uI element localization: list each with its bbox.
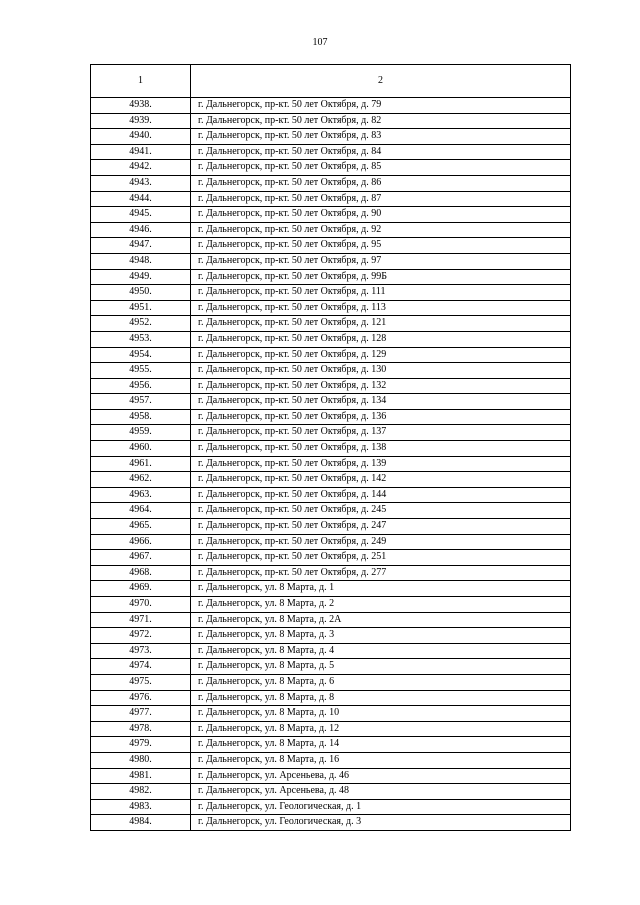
table-row (91, 441, 571, 457)
row-address: г. Дальнегорск, пр-кт. 50 лет Октября, д. 128 (191, 331, 571, 347)
row-address: г. Дальнегорск, пр-кт. 50 лет Октября, д. 277 (191, 565, 571, 581)
row-address: г. Дальнегорск, пр-кт. 50 лет Октября, д. 111 (191, 285, 571, 301)
column-header-number: 1 (91, 65, 191, 98)
row-number: 4966. (91, 534, 191, 550)
row-number: 4971. (91, 612, 191, 628)
row-address: г. Дальнегорск, пр-кт. 50 лет Октября, д. 144 (191, 487, 571, 503)
row-number: 4942. (91, 160, 191, 176)
row-address: г. Дальнегорск, ул. Геологическая, д. 1 (191, 799, 571, 815)
table-row (91, 534, 571, 550)
row-number: 4950. (91, 285, 191, 301)
table-row (91, 363, 571, 379)
row-number: 4955. (91, 363, 191, 379)
row-number: 4982. (91, 784, 191, 800)
row-number: 4946. (91, 222, 191, 238)
row-number: 4951. (91, 300, 191, 316)
table-row (91, 316, 571, 332)
row-address: г. Дальнегорск, пр-кт. 50 лет Октября, д. 86 (191, 175, 571, 191)
row-address: г. Дальнегорск, пр-кт. 50 лет Октября, д. 138 (191, 441, 571, 457)
table-row (91, 503, 571, 519)
row-address: г. Дальнегорск, ул. 8 Марта, д. 4 (191, 643, 571, 659)
table-row (91, 425, 571, 441)
table-row (91, 394, 571, 410)
table-row (91, 628, 571, 644)
table-row (91, 160, 571, 176)
table-row (91, 456, 571, 472)
row-number: 4974. (91, 659, 191, 675)
row-number: 4945. (91, 207, 191, 223)
table-row (91, 98, 571, 114)
row-address: г. Дальнегорск, пр-кт. 50 лет Октября, д. 121 (191, 316, 571, 332)
table-row (91, 238, 571, 254)
table-row (91, 487, 571, 503)
row-address: г. Дальнегорск, пр-кт. 50 лет Октября, д. 95 (191, 238, 571, 254)
row-address: г. Дальнегорск, пр-кт. 50 лет Октября, д. 132 (191, 378, 571, 394)
row-number: 4952. (91, 316, 191, 332)
row-number: 4958. (91, 409, 191, 425)
row-address: г. Дальнегорск, пр-кт. 50 лет Октября, д. 84 (191, 144, 571, 160)
row-number: 4970. (91, 597, 191, 613)
table-row (91, 285, 571, 301)
table-row (91, 472, 571, 488)
table-row (91, 191, 571, 207)
row-address: г. Дальнегорск, пр-кт. 50 лет Октября, д. 249 (191, 534, 571, 550)
row-address: г. Дальнегорск, пр-кт. 50 лет Октября, д. 97 (191, 253, 571, 269)
table-row (91, 129, 571, 145)
row-address: г. Дальнегорск, ул. 8 Марта, д. 14 (191, 737, 571, 753)
row-address: г. Дальнегорск, ул. 8 Марта, д. 2А (191, 612, 571, 628)
row-address: г. Дальнегорск, пр-кт. 50 лет Октября, д. 82 (191, 113, 571, 129)
row-address: г. Дальнегорск, пр-кт. 50 лет Октября, д. 129 (191, 347, 571, 363)
row-number: 4956. (91, 378, 191, 394)
row-number: 4973. (91, 643, 191, 659)
table-row (91, 519, 571, 535)
row-address: г. Дальнегорск, ул. 8 Марта, д. 5 (191, 659, 571, 675)
table-row (91, 674, 571, 690)
row-address: г. Дальнегорск, пр-кт. 50 лет Октября, д. 134 (191, 394, 571, 410)
row-number: 4972. (91, 628, 191, 644)
column-header-address: 2 (191, 65, 571, 98)
table-row (91, 207, 571, 223)
table-row (91, 378, 571, 394)
row-number: 4968. (91, 565, 191, 581)
row-number: 4979. (91, 737, 191, 753)
table-row (91, 612, 571, 628)
row-address: г. Дальнегорск, ул. Арсеньева, д. 48 (191, 784, 571, 800)
row-address: г. Дальнегорск, пр-кт. 50 лет Октября, д. 83 (191, 129, 571, 145)
row-address: г. Дальнегорск, пр-кт. 50 лет Октября, д. 79 (191, 98, 571, 114)
row-address: г. Дальнегорск, пр-кт. 50 лет Октября, д. 99Б (191, 269, 571, 285)
row-number: 4967. (91, 550, 191, 566)
table-row (91, 565, 571, 581)
row-address: г. Дальнегорск, пр-кт. 50 лет Октября, д. 113 (191, 300, 571, 316)
row-address: г. Дальнегорск, пр-кт. 50 лет Октября, д. 130 (191, 363, 571, 379)
row-address: г. Дальнегорск, пр-кт. 50 лет Октября, д. 137 (191, 425, 571, 441)
row-number: 4969. (91, 581, 191, 597)
row-number: 4957. (91, 394, 191, 410)
table-row (91, 347, 571, 363)
row-number: 4941. (91, 144, 191, 160)
table-row (91, 597, 571, 613)
row-number: 4981. (91, 768, 191, 784)
row-number: 4977. (91, 706, 191, 722)
row-number: 4938. (91, 98, 191, 114)
table-row (91, 113, 571, 129)
row-address: г. Дальнегорск, ул. 8 Марта, д. 3 (191, 628, 571, 644)
row-address: г. Дальнегорск, пр-кт. 50 лет Октября, д. 136 (191, 409, 571, 425)
row-number: 4960. (91, 441, 191, 457)
table-row (91, 799, 571, 815)
row-address: г. Дальнегорск, пр-кт. 50 лет Октября, д. 247 (191, 519, 571, 535)
row-number: 4939. (91, 113, 191, 129)
table-row (91, 331, 571, 347)
row-address: г. Дальнегорск, ул. 8 Марта, д. 10 (191, 706, 571, 722)
row-address: г. Дальнегорск, ул. Геологическая, д. 3 (191, 815, 571, 831)
row-address: г. Дальнегорск, ул. 8 Марта, д. 16 (191, 752, 571, 768)
table-row (91, 144, 571, 160)
row-address: г. Дальнегорск, пр-кт. 50 лет Октября, д. 92 (191, 222, 571, 238)
row-number: 4940. (91, 129, 191, 145)
row-number: 4963. (91, 487, 191, 503)
table-header-row (91, 65, 571, 98)
row-address: г. Дальнегорск, ул. 8 Марта, д. 12 (191, 721, 571, 737)
row-number: 4975. (91, 674, 191, 690)
row-number: 4964. (91, 503, 191, 519)
table-row (91, 690, 571, 706)
row-number: 4949. (91, 269, 191, 285)
row-address: г. Дальнегорск, пр-кт. 50 лет Октября, д. 251 (191, 550, 571, 566)
row-number: 4944. (91, 191, 191, 207)
table-row (91, 659, 571, 675)
table-row (91, 737, 571, 753)
row-address: г. Дальнегорск, пр-кт. 50 лет Октября, д. 90 (191, 207, 571, 223)
row-number: 4976. (91, 690, 191, 706)
row-number: 4959. (91, 425, 191, 441)
row-number: 4953. (91, 331, 191, 347)
table-row (91, 300, 571, 316)
table-row (91, 721, 571, 737)
row-number: 4984. (91, 815, 191, 831)
table-row (91, 222, 571, 238)
table-row (91, 550, 571, 566)
row-number: 4978. (91, 721, 191, 737)
table-row (91, 175, 571, 191)
table-row (91, 752, 571, 768)
row-address: г. Дальнегорск, пр-кт. 50 лет Октября, д. 142 (191, 472, 571, 488)
row-address: г. Дальнегорск, ул. 8 Марта, д. 1 (191, 581, 571, 597)
address-table (90, 64, 571, 831)
table-body (91, 98, 571, 831)
row-number: 4943. (91, 175, 191, 191)
table-row (91, 269, 571, 285)
row-number: 4954. (91, 347, 191, 363)
row-address: г. Дальнегорск, ул. Арсеньева, д. 46 (191, 768, 571, 784)
row-number: 4961. (91, 456, 191, 472)
table-row (91, 815, 571, 831)
table-row (91, 253, 571, 269)
table-row (91, 643, 571, 659)
row-address: г. Дальнегорск, пр-кт. 50 лет Октября, д. 85 (191, 160, 571, 176)
row-number: 4947. (91, 238, 191, 254)
row-number: 4965. (91, 519, 191, 535)
row-number: 4980. (91, 752, 191, 768)
row-address: г. Дальнегорск, ул. 8 Марта, д. 8 (191, 690, 571, 706)
table-row (91, 581, 571, 597)
row-address: г. Дальнегорск, ул. 8 Марта, д. 2 (191, 597, 571, 613)
row-number: 4948. (91, 253, 191, 269)
row-address: г. Дальнегорск, пр-кт. 50 лет Октября, д. 87 (191, 191, 571, 207)
row-number: 4983. (91, 799, 191, 815)
row-address: г. Дальнегорск, пр-кт. 50 лет Октября, д. 245 (191, 503, 571, 519)
table-row (91, 768, 571, 784)
table-row (91, 706, 571, 722)
row-number: 4962. (91, 472, 191, 488)
table-row (91, 784, 571, 800)
row-address: г. Дальнегорск, ул. 8 Марта, д. 6 (191, 674, 571, 690)
row-address: г. Дальнегорск, пр-кт. 50 лет Октября, д. 139 (191, 456, 571, 472)
table-row (91, 409, 571, 425)
page-number: 107 (312, 37, 328, 48)
